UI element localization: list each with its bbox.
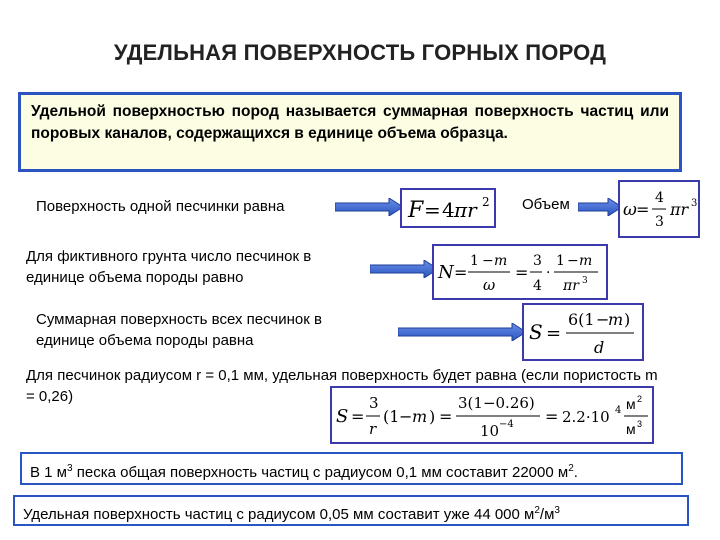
volume-formula-box (618, 180, 700, 238)
svg-text:d: d (594, 338, 605, 357)
total-surface-label-line2: единице объема породы равна (36, 332, 254, 349)
svg-text:−: − (399, 407, 413, 426)
svg-text:−: − (567, 253, 579, 269)
svg-text:=: = (636, 200, 650, 219)
svg-text:3: 3 (582, 276, 588, 286)
result-text-end: . (573, 464, 578, 481)
result2-sup-2: 2 (534, 505, 540, 516)
svg-text:4: 4 (615, 405, 622, 416)
svg-text:=: = (424, 198, 441, 222)
svg-text:3(1−0.26): 3(1−0.26) (458, 394, 535, 412)
example-formula-box (330, 386, 654, 444)
definition-box: Удельной поверхностью пород называется суммарная поверхность частиц или поровых каналов, содержащихся в единице объема образца. (18, 92, 682, 172)
arrow-right-icon (335, 198, 403, 216)
svg-text:r: r (369, 420, 377, 438)
result-text-middle: песка общая поверхность частиц с радиусом 0,1 мм составит 22000 м (72, 464, 569, 481)
svg-text:м: м (626, 421, 636, 437)
svg-text:6(1: 6(1 (568, 310, 595, 329)
svg-text:=: = (545, 407, 559, 426)
svg-text:м: м (626, 396, 636, 412)
svg-text:10: 10 (480, 422, 500, 440)
svg-text:−: − (482, 253, 494, 269)
grain-count-formula-box (432, 244, 608, 300)
volume-label: Объем (522, 196, 570, 213)
svg-text:m: m (579, 253, 593, 269)
grain-count-label-line2: единице объема породы равно (26, 269, 244, 286)
svg-text:3: 3 (369, 394, 379, 412)
svg-text:3: 3 (655, 214, 664, 230)
svg-text:m: m (412, 407, 428, 426)
svg-text:4: 4 (655, 190, 664, 206)
surface-formula (402, 190, 494, 226)
example-text: Для песчинок радиусом r = 0,1 мм, удельная поверхность будет равна (если пористость m = 0,26) (26, 367, 658, 405)
svg-text:=: = (454, 263, 468, 282)
svg-text:=: = (351, 407, 365, 426)
svg-text:ω: ω (483, 276, 496, 294)
svg-text:1: 1 (470, 253, 479, 269)
grain-count-label-line1: Для фиктивного грунта число песчинок в (26, 248, 312, 265)
svg-text:): ) (624, 310, 631, 329)
svg-text:ω: ω (623, 200, 637, 220)
result-sup-3: 3 (67, 463, 73, 474)
result-sup-2: 2 (568, 463, 574, 474)
total-surface-formula (524, 305, 642, 359)
svg-text:m: m (494, 253, 508, 269)
svg-text:3: 3 (637, 419, 643, 429)
svg-text:4: 4 (533, 278, 542, 294)
total-surface-formula-box (522, 303, 644, 361)
volume-formula (620, 182, 698, 236)
svg-text:πr: πr (563, 278, 579, 294)
svg-text:πr: πr (670, 200, 689, 219)
surface-one-grain-label: Поверхность одной песчинки равна (36, 198, 285, 215)
svg-text:−: − (596, 310, 610, 329)
arrow-right-icon (578, 198, 622, 216)
svg-text:2.2·10: 2.2·10 (562, 408, 610, 426)
grain-count-formula (434, 246, 606, 298)
svg-text:2: 2 (637, 394, 643, 404)
svg-text:1: 1 (556, 253, 565, 269)
svg-text:=: = (515, 263, 529, 282)
svg-text:4: 4 (442, 198, 455, 222)
svg-text:−4: −4 (499, 419, 514, 430)
result2-text-prefix: Удельная поверхность частиц с радиусом 0,05 мм составит уже 44 000 м (23, 506, 535, 523)
svg-text:S: S (529, 320, 543, 344)
total-surface-label-line1: Суммарная поверхность всех песчинок в (36, 311, 322, 328)
result-box-radius-01 (20, 452, 683, 485)
total-surface-label (36, 309, 322, 351)
result-text-prefix: В 1 м (30, 464, 67, 481)
result2-text-middle: /м (539, 506, 555, 523)
svg-text:=: = (439, 407, 453, 426)
example-formula (332, 388, 652, 442)
svg-text:2: 2 (482, 195, 490, 209)
svg-text:N: N (438, 262, 454, 283)
surface-formula-box (400, 188, 496, 228)
svg-text:3: 3 (533, 253, 542, 269)
svg-text:·: · (546, 265, 551, 281)
svg-text:πr: πr (454, 198, 477, 222)
svg-text:F: F (408, 198, 424, 223)
page-title: УДЕЛЬНАЯ ПОВЕРХНОСТЬ ГОРНЫХ ПОРОД (113, 40, 607, 65)
svg-text:): ) (429, 407, 436, 426)
svg-text:=: = (546, 323, 562, 344)
svg-text:m: m (608, 310, 624, 329)
result-box-radius-005 (13, 495, 689, 526)
grain-count-label (26, 246, 311, 288)
arrow-right-icon (398, 323, 526, 341)
svg-text:3: 3 (691, 198, 698, 209)
svg-text:(1: (1 (383, 407, 400, 426)
result2-sup-3: 3 (554, 505, 560, 516)
svg-text:S: S (336, 406, 349, 427)
arrow-right-icon (370, 260, 438, 278)
